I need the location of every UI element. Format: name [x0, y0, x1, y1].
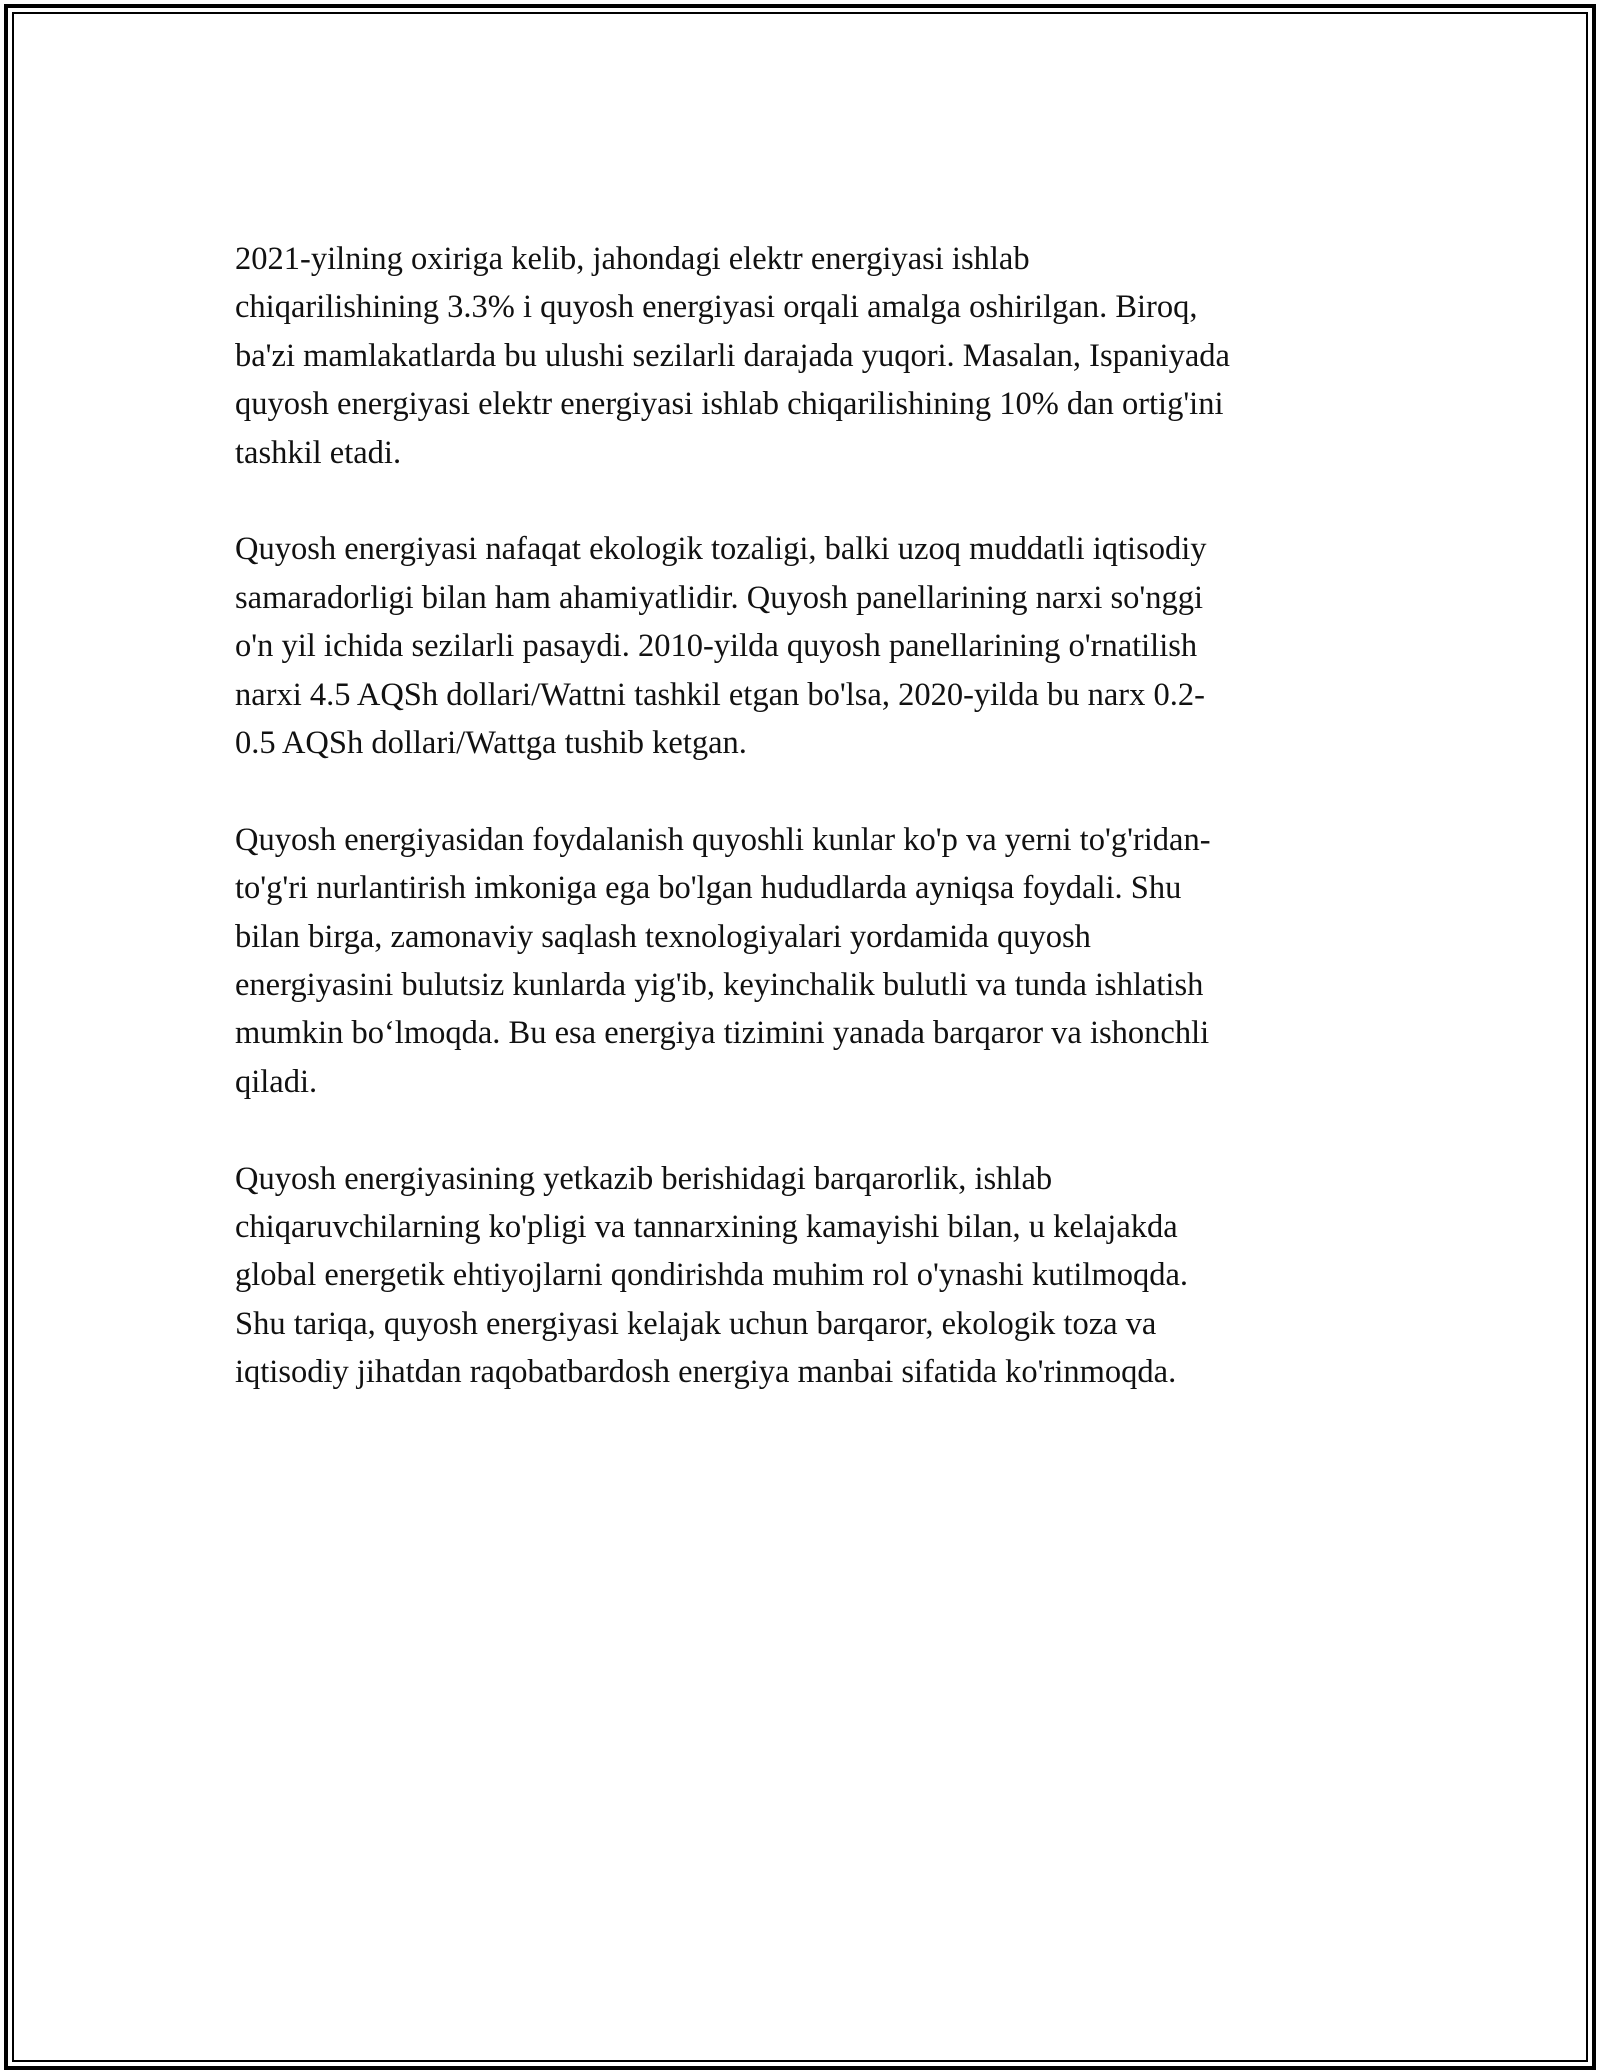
- paragraph-1: 2021-yilning oxiriga kelib, jahondagi elektr energiyasi ishlab chiqarilishining 3.3% i quyosh energiyasi orqali amalga oshirilgan. Biroq, ba'zi mamlakatlarda bu ulushi sezilarli darajada yuqori. Masalan, Ispaniyada quyosh energiyasi elektr energiyasi ishlab chiqarilishining 10% dan ortig'ini tashkil etadi.: [235, 241, 1230, 471]
- paragraph-3: Quyosh energiyasidan foydalanish quyoshli kunlar ko'p va yerni to'g'ridan- to'g'ri nurlantirish imkoniga ega bo'lgan hududlarda ayniqsa foydali. Shu bilan birga, zamonaviy saqlash texnologiyalari yordamida quyosh energiyasini bulutsiz kunlarda yig'ib, keyinchalik bulutli va tunda ishlatish mumkin bo‘lmoqda. Bu esa energiya tizimini yanada barqaror va ishonchli qiladi.: [235, 821, 1211, 1100]
- paragraph-4: Quyosh energiyasining yetkazib berishidagi barqarorlik, ishlab chiqaruvchilarning ko'pligi va tannarxining kamayishi bilan, u kelajakda global energetik ehtiyojlarni qondirishda muhim rol o'ynashi kutilmoqda. Shu tariqa, quyosh energiyasi kelajak uchun barqaror, ekologik toza va iqtisodiy jihatdan raqobatbardosh energiya manbai sifatida ko'rinmoqda.: [235, 1160, 1189, 1391]
- document-body: [235, 235, 1365, 1445]
- paragraph-2: Quyosh energiyasi nafaqat ekologik tozaligi, balki uzoq muddatli iqtisodiy samaradorligi bilan ham ahamiyatlidir. Quyosh panellarining narxi so'nggi o'n yil ichida sezilarli pasaydi. 2010-yilda quyosh panellarining o'rnatilish narxi 4.5 AQSh dollari/Wattni tashkil etgan bo'lsa, 2020-yilda bu narx 0.2- 0.5 AQSh dollari/Wattga tushib ketgan.: [235, 531, 1207, 762]
